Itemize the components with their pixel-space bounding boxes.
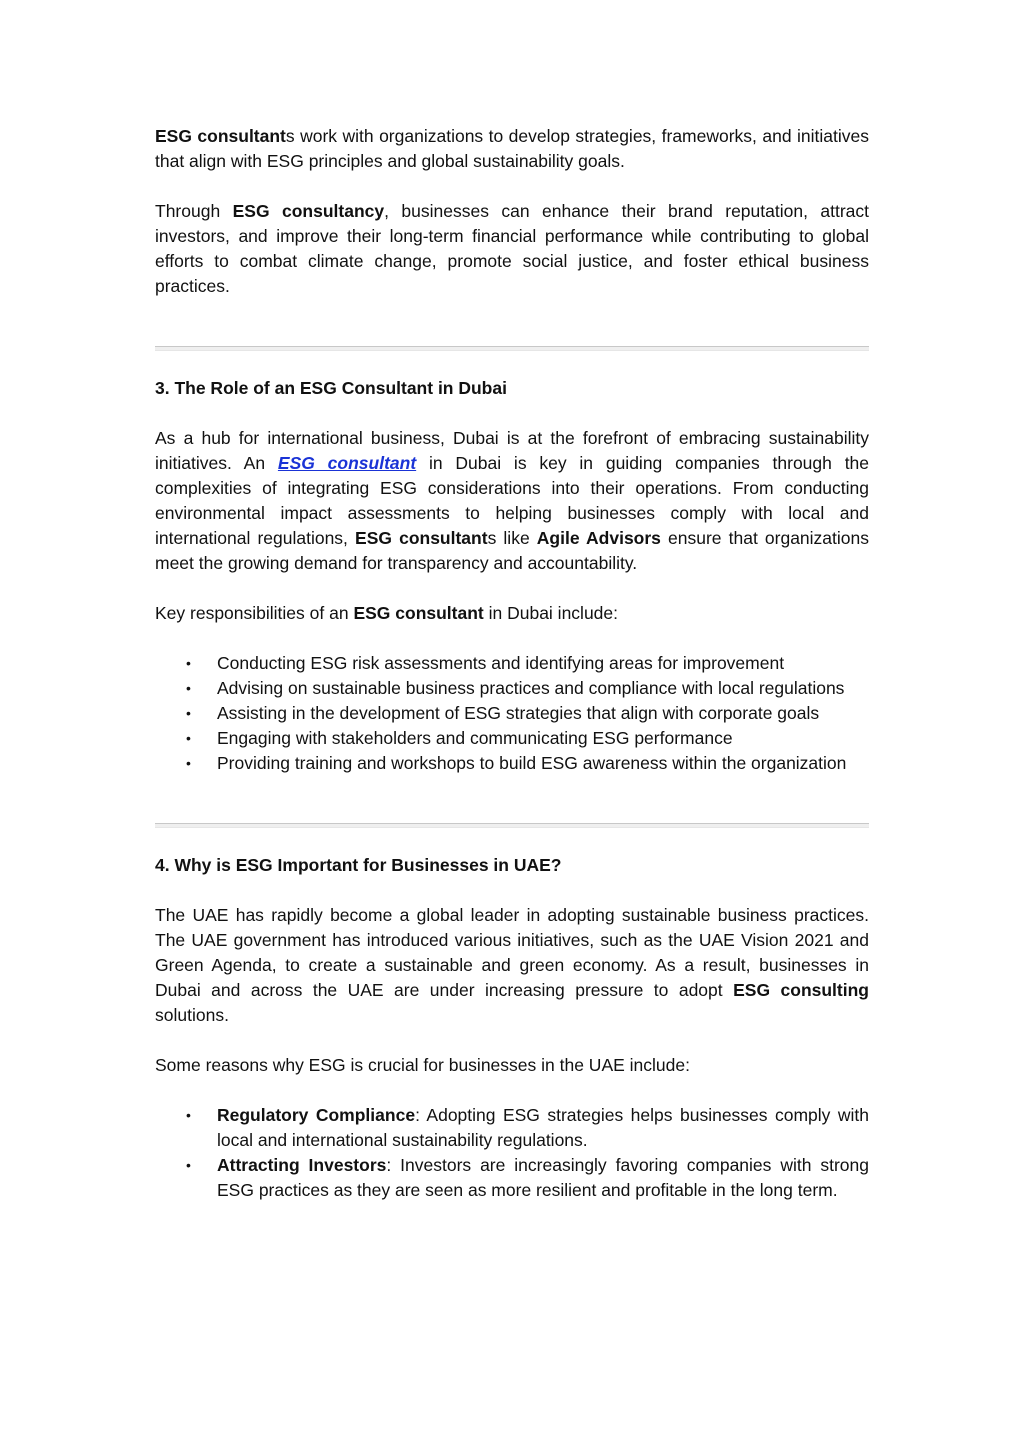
paragraph-text: , businesses can enhance their brand reputation, attract investors, and improve their long-term financial performance while contributing to global efforts to combat climate change, promote social justice, and foster ethical business practices. xyxy=(155,201,869,296)
document-page xyxy=(155,124,869,1203)
paragraph-text: in Dubai is key in guiding companies through the complexities of integrating ESG considerations into their operations. From conducting environmental impact assessments to helping businesses comply with local and international regulations, xyxy=(155,453,870,548)
paragraph-text: in Dubai include: xyxy=(483,603,618,623)
bullet-icon: • xyxy=(186,680,191,696)
list-item-text: : Investors are increasingly favoring companies with strong ESG practices as they are seen as more resilient and profitable in the long term. xyxy=(217,1155,869,1200)
section-4-paragraph-1 xyxy=(155,903,869,1028)
bullet-icon: • xyxy=(186,755,191,771)
list-item xyxy=(186,651,869,676)
list-item xyxy=(186,676,869,701)
intro-paragraph-2 xyxy=(155,199,869,299)
section-4-heading: 4. Why is ESG Important for Businesses in UAE? xyxy=(155,855,562,875)
list-item-bold: Attracting Investors xyxy=(217,1155,387,1175)
list-item-text: Advising on sustainable business practices and compliance with local regulations xyxy=(217,678,845,698)
bullet-icon: • xyxy=(186,1107,191,1123)
bold-term: ESG consultant xyxy=(353,603,484,623)
list-item xyxy=(186,1153,869,1203)
list-item-text: Assisting in the development of ESG strategies that align with corporate goals xyxy=(217,703,820,723)
paragraph-text: Through xyxy=(155,201,233,221)
bullet-icon: • xyxy=(186,730,191,746)
list-item xyxy=(186,701,869,726)
list-item xyxy=(186,726,869,751)
list-item xyxy=(186,1103,869,1153)
bullet-icon: • xyxy=(186,705,191,721)
section-3-heading: 3. The Role of an ESG Consultant in Dubai xyxy=(155,378,507,398)
list-item-text: Providing training and workshops to build ESG awareness within the organization xyxy=(217,753,847,773)
responsibilities-list xyxy=(155,651,869,776)
intro-paragraph-1 xyxy=(155,124,869,174)
paragraph-text: s work with organizations to develop strategies, frameworks, and initiatives that align with ESG principles and global sustainability goals. xyxy=(155,126,869,171)
list-item-text: : Adopting ESG strategies helps businesses comply with local and international sustainability regulations. xyxy=(217,1105,869,1150)
paragraph-text: solutions. xyxy=(155,1005,229,1025)
bullet-icon: • xyxy=(186,1157,191,1173)
reasons-list xyxy=(155,1103,869,1203)
section-3-paragraph-2 xyxy=(155,601,869,626)
paragraph-text: The UAE has rapidly become a global leader in adopting sustainable business practices. The UAE government has introduced various initiatives, such as the UAE Vision 2021 and Green Agenda, to create a sustainable and green economy. As a result, businesses in Dubai and across the UAE are under increasing pressure to adopt xyxy=(155,905,869,1000)
list-item-text: Conducting ESG risk assessments and identifying areas for improvement xyxy=(217,653,785,673)
bold-term: ESG consultant xyxy=(355,528,488,548)
list-item-text: Engaging with stakeholders and communicating ESG performance xyxy=(217,728,733,748)
section-4-paragraph-2: Some reasons why ESG is crucial for businesses in the UAE include: xyxy=(155,1055,690,1075)
paragraph-text: As a hub for international business, Dubai is at the forefront of embracing sustainability initiatives. An xyxy=(155,428,869,473)
section-3-paragraph-1 xyxy=(155,426,869,576)
bold-term: ESG consulting xyxy=(733,980,869,1000)
list-item xyxy=(186,751,869,776)
bold-term: ESG consultant xyxy=(155,126,286,146)
esg-consultant-link[interactable]: ESG consultant xyxy=(277,453,417,473)
bullet-icon: • xyxy=(186,655,191,671)
list-item-bold: Regulatory Compliance xyxy=(217,1105,416,1125)
paragraph-text: ensure that organizations meet the growing demand for transparency and accountability. xyxy=(155,528,869,573)
bold-term: ESG consultancy xyxy=(232,201,385,221)
paragraph-text: s like xyxy=(487,528,537,548)
bold-company: Agile Advisors xyxy=(536,528,661,548)
paragraph-text: Key responsibilities of an xyxy=(155,603,354,623)
